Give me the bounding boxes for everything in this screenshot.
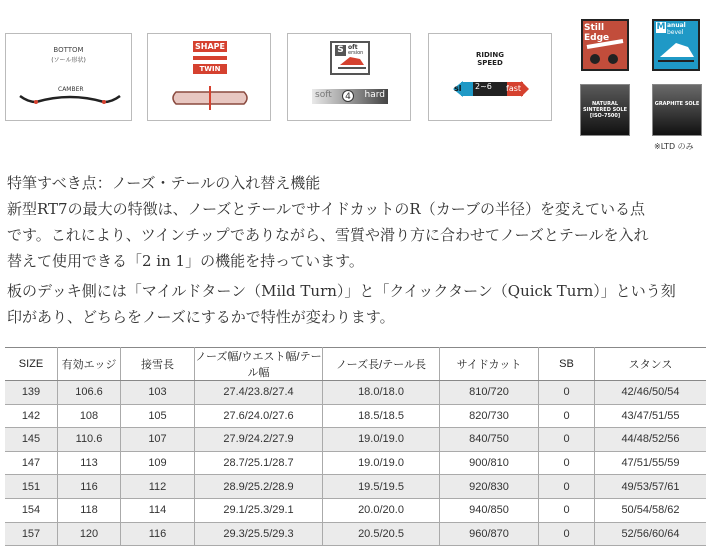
cell-size: 154 [5,498,58,522]
col-effective-edge: 有効エッジ [58,348,121,381]
cell-widths: 27.4/23.8/27.4 [195,381,323,405]
shape-title: SHAPE [193,41,227,52]
table-row [5,404,706,428]
shape-value: TWIN [193,64,227,74]
soft-version-letter: S [335,45,346,56]
feature-line-2: です。これにより、ツインチップでありながら、雪質や滑り方に合わせてノーズとテールを入れ [7,226,649,244]
cell-widths: 27.9/24.2/27.9 [195,428,323,452]
table-header-row [5,348,706,381]
manual-bevel-letter: M [656,22,666,32]
cell-edge: 108 [58,404,121,428]
cell-sb: 0 [539,404,595,428]
cell-contact: 114 [121,498,195,522]
still-edge-title: Still Edge [584,23,610,43]
col-sb: SB [539,348,595,381]
flex-value: 4 [342,90,354,102]
speed-fast-label: fast [506,84,522,93]
cell-sidecut: 920/830 [440,475,539,499]
manual-bevel-line1: anual [667,22,686,29]
table-row [5,522,706,546]
cell-sb: 0 [539,475,595,499]
sintered-sole-badge [580,84,630,136]
bottom-title: BOTTOM [53,46,84,54]
cell-widths: 29.3/25.5/29.3 [195,522,323,546]
cell-size: 145 [5,428,58,452]
flex-scale [312,89,388,104]
cell-edge: 120 [58,522,121,546]
table-row [5,381,706,405]
twin-board-icon [148,34,272,122]
cell-widths: 27.6/24.0/27.6 [195,404,323,428]
camber-profile-icon [6,34,133,122]
cell-contact: 109 [121,451,195,475]
cell-edge: 116 [58,475,121,499]
speed-range: 2~6 [475,82,492,91]
feature-heading: 特筆すべき点：ノーズ・テールの入れ替え機能 [7,174,321,192]
cell-nose-tail: 19.0/19.0 [323,428,440,452]
cell-contact: 116 [121,522,195,546]
cell-stance: 52/56/60/64 [595,522,707,546]
soft-version-line2: ersion [348,50,364,56]
col-contact-length: 接雪長 [121,348,195,381]
cell-sb: 0 [539,498,595,522]
col-stance: スタンス [595,348,707,381]
cell-contact: 112 [121,475,195,499]
cell-nose-tail: 19.0/19.0 [323,451,440,475]
feature-line-1: 新型RT7の最大の特徴は、ノーズとテールでサイドカットのR（カーブの半径）を変えている点 [7,200,645,218]
cell-sidecut: 940/850 [440,498,539,522]
cell-stance: 49/53/57/61 [595,475,707,499]
cell-sb: 0 [539,381,595,405]
cell-sb: 0 [539,451,595,475]
bottom-spec-box [5,33,132,121]
cell-stance: 43/47/51/55 [595,404,707,428]
cell-sb: 0 [539,428,595,452]
table-row [5,475,706,499]
edge-gear-icon [583,21,627,69]
spec-table [5,347,706,546]
col-sidecut: サイドカット [440,348,539,381]
sintered-sole-text: NATURAL SINTERED SOLE [ISO-7500] [582,101,628,119]
manual-bevel-badge [652,19,700,71]
cell-contact: 105 [121,404,195,428]
cell-size: 151 [5,475,58,499]
table-row [5,498,706,522]
cell-nose-tail: 20.0/20.0 [323,498,440,522]
table-row [5,428,706,452]
cell-widths: 29.1/25.3/29.1 [195,498,323,522]
cell-widths: 28.7/25.1/28.7 [195,451,323,475]
camber-label: CAMBER [58,86,84,93]
cell-sidecut: 820/730 [440,404,539,428]
cell-stance: 47/51/55/59 [595,451,707,475]
table-row [5,451,706,475]
speed-arrows-icon [429,34,553,122]
speed-title-line2: SPEED [477,59,503,67]
flex-spec-box [287,33,411,121]
cell-stance: 50/54/58/62 [595,498,707,522]
feature-line-5: 印があり、どちらをノーズにするかで特性が変わります。 [7,308,395,326]
cell-contact: 107 [121,428,195,452]
speed-spec-box [428,33,552,121]
feature-line-4: 板のデッキ側には「マイルドターン（Mild Turn）」と「クイックターン（Quick Turn）」という刻 [7,282,676,300]
boot-icon [332,43,368,73]
flex-hard-label: hard [364,90,385,100]
flex-soft-label: soft [315,90,332,100]
cell-size: 147 [5,451,58,475]
cell-edge: 118 [58,498,121,522]
speed-title-line1: RIDING [475,51,504,59]
manual-bevel-line2: bevel [667,29,684,36]
still-edge-badge [581,19,629,71]
graphite-sole-text: GRAPHITE SOLE [654,101,700,107]
cell-nose-tail: 19.5/19.5 [323,475,440,499]
speed-slow-label: sl [454,84,462,93]
cell-sb: 0 [539,522,595,546]
cell-size: 157 [5,522,58,546]
col-widths: ノーズ幅/ウエスト幅/テール幅 [195,348,323,381]
soft-version-logo [330,41,370,75]
bevel-icon [654,21,698,69]
soft-version-line1: oft [348,44,358,51]
bottom-subtitle: (ソール形状) [51,57,86,64]
cell-sidecut: 810/720 [440,381,539,405]
ltd-note: ※LTD のみ [654,142,694,151]
cell-nose-tail: 20.5/20.5 [323,522,440,546]
cell-sidecut: 900/810 [440,451,539,475]
col-nose-tail-length: ノーズ長/テール長 [323,348,440,381]
cell-size: 142 [5,404,58,428]
cell-stance: 42/46/50/54 [595,381,707,405]
cell-stance: 44/48/52/56 [595,428,707,452]
cell-sidecut: 840/750 [440,428,539,452]
feature-line-3: 替えて使用できる「2 in 1」の機能を持っています。 [7,252,364,270]
cell-nose-tail: 18.5/18.5 [323,404,440,428]
cell-edge: 106.6 [58,381,121,405]
cell-nose-tail: 18.0/18.0 [323,381,440,405]
cell-edge: 113 [58,451,121,475]
cell-size: 139 [5,381,58,405]
cell-contact: 103 [121,381,195,405]
cell-edge: 110.6 [58,428,121,452]
shape-spec-box [147,33,271,121]
cell-widths: 28.9/25.2/28.9 [195,475,323,499]
cell-sidecut: 960/870 [440,522,539,546]
col-size: SIZE [5,348,58,381]
graphite-sole-badge [652,84,702,136]
